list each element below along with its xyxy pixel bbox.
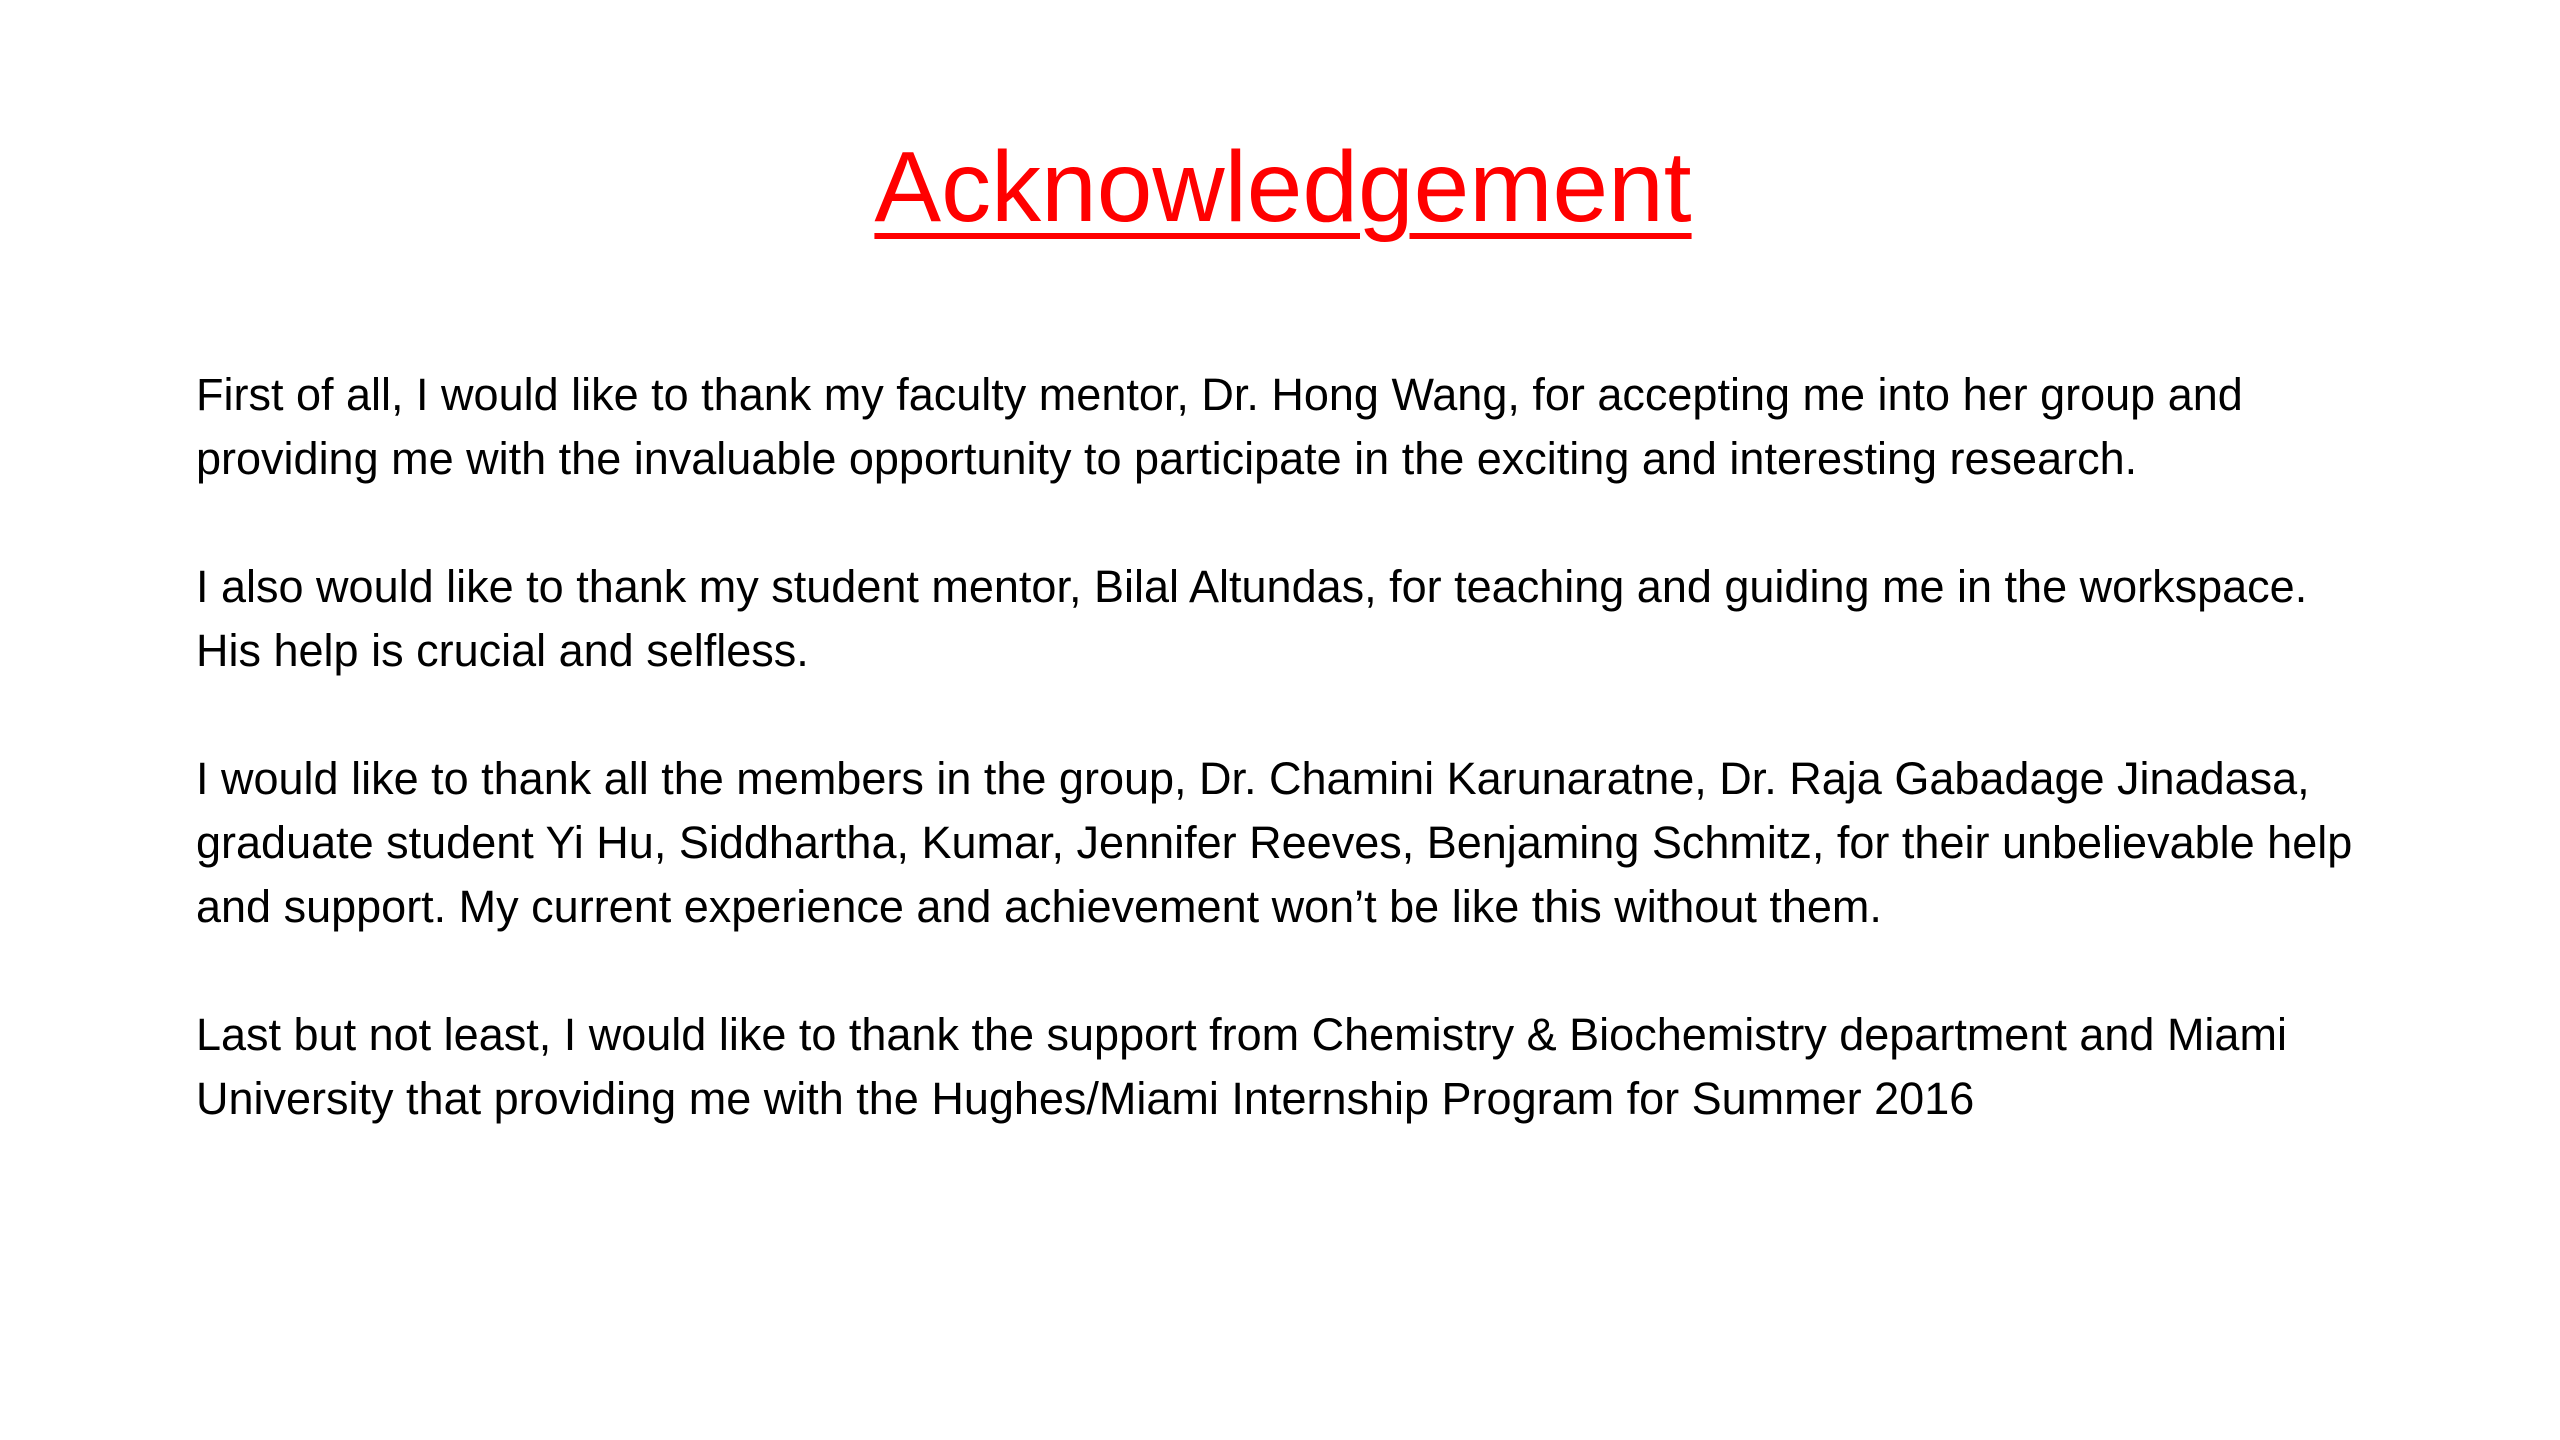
acknowledgement-paragraph-faculty-mentor: First of all, I would like to thank my faculty mentor, Dr. Hong Wang, for accepting me into her group and providing me with the invaluable opportunity to participate in the exciting and interesting research. — [196, 369, 2243, 484]
acknowledgement-paragraph-student-mentor: I also would like to thank my student mentor, Bilal Altundas, for teaching and guiding me in the workspace. His help is crucial and selfless. — [196, 561, 2308, 676]
acknowledgement-paragraph-group-members: I would like to thank all the members in the group, Dr. Chamini Karunaratne, Dr. Raja Gabadage Jinadasa, graduate student Yi Hu, Siddhartha, Kumar, Jennifer Reeves, Benjaming Schmitz, for their unbelievable help and support. My current experience and achievement won’t be like this without them. — [196, 753, 2353, 932]
acknowledgement-paragraph-department: Last but not least, I would like to thank the support from Chemistry & Biochemistry department and Miami University that providing me with the Hughes/Miami Internship Program for Summer 2016 — [196, 1009, 2287, 1124]
slide-body — [196, 363, 2370, 1131]
slide-title: Acknowledgement — [874, 131, 1692, 243]
